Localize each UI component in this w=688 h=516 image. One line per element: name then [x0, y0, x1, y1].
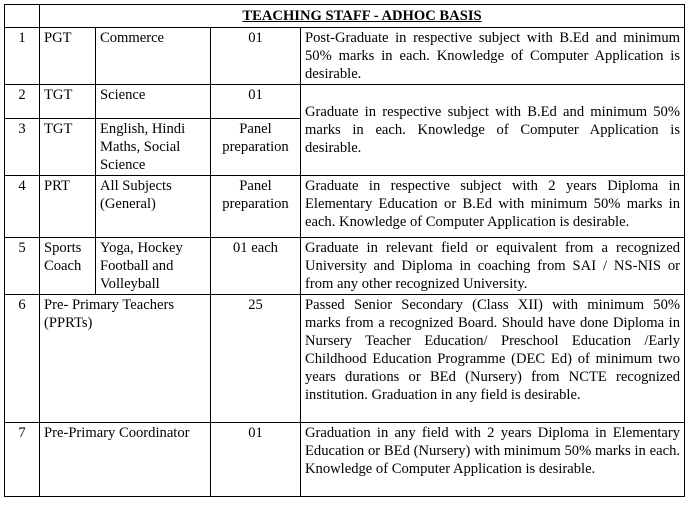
- post-cell: PRT: [40, 176, 96, 238]
- qualification-cell: Graduate in relevant field or equivalent from a recognized University and Diploma in coaching from SAI / NS-NIS or from any other recognized University.: [301, 238, 685, 295]
- qualification-cell: Post-Graduate in respective subject with B.Ed and minimum 50% marks in each. Knowledge of Computer Application is desirable.: [301, 28, 685, 85]
- subject-cell: All Subjects (General): [96, 176, 211, 238]
- table-row: [5, 176, 685, 238]
- staff-table: [4, 4, 685, 497]
- table-title: TEACHING STAFF - ADHOC BASIS: [40, 5, 685, 28]
- vacancy-cell: 01: [211, 423, 301, 497]
- subject-cell: Science: [96, 85, 211, 119]
- table-title-row: [5, 5, 685, 28]
- subject-cell: English, Hindi Maths, Social Science: [96, 119, 211, 176]
- table-row: [5, 423, 685, 497]
- table-row: [5, 28, 685, 85]
- qualification-cell: Graduation in any field with 2 years Diploma in Elementary Education or BEd (Nursery) with minimum 50% marks in each. Knowledge of Computer Application is desirable.: [301, 423, 685, 497]
- post-cell: PGT: [40, 28, 96, 85]
- qualification-cell: Passed Senior Secondary (Class XII) with minimum 50% marks from a recognized Board. Should have done Diploma in Nursery Teacher Education/ Preschool Education /Early Childhood Education Programme (DEC Ed) of minimum two years durations or BEd (Nursery) from NCTE recognized institution. Graduation in any field is desirable.: [301, 295, 685, 423]
- post-cell: TGT: [40, 85, 96, 119]
- row-number: 4: [5, 176, 40, 238]
- post-cell: Pre-Primary Coordinator: [40, 423, 211, 497]
- post-cell: Sports Coach: [40, 238, 96, 295]
- subject-cell: Commerce: [96, 28, 211, 85]
- vacancy-cell: Panel preparation: [211, 119, 301, 176]
- row-number: 7: [5, 423, 40, 497]
- row-number: 5: [5, 238, 40, 295]
- table-row: [5, 295, 685, 423]
- vacancy-cell: 01: [211, 85, 301, 119]
- table-row: [5, 238, 685, 295]
- post-cell: Pre- Primary Teachers (PPRTs): [40, 295, 211, 423]
- qualification-cell: Graduate in respective subject with 2 years Diploma in Elementary Education or B.Ed with minimum 50% marks in each. Knowledge of Computer Application is desirable.: [301, 176, 685, 238]
- qualification-cell: Graduate in respective subject with B.Ed and minimum 50% marks in each. Knowledge of Computer Application is desirable.: [301, 85, 685, 176]
- vacancy-cell: 01 each: [211, 238, 301, 295]
- row-number: 3: [5, 119, 40, 176]
- subject-cell: Yoga, Hockey Football and Volleyball: [96, 238, 211, 295]
- row-number: 1: [5, 28, 40, 85]
- vacancy-cell: 01: [211, 28, 301, 85]
- blank-cell: [5, 5, 40, 28]
- vacancy-cell: 25: [211, 295, 301, 423]
- vacancy-cell: Panel preparation: [211, 176, 301, 238]
- table-row: [5, 85, 685, 119]
- post-cell: TGT: [40, 119, 96, 176]
- row-number: 6: [5, 295, 40, 423]
- row-number: 2: [5, 85, 40, 119]
